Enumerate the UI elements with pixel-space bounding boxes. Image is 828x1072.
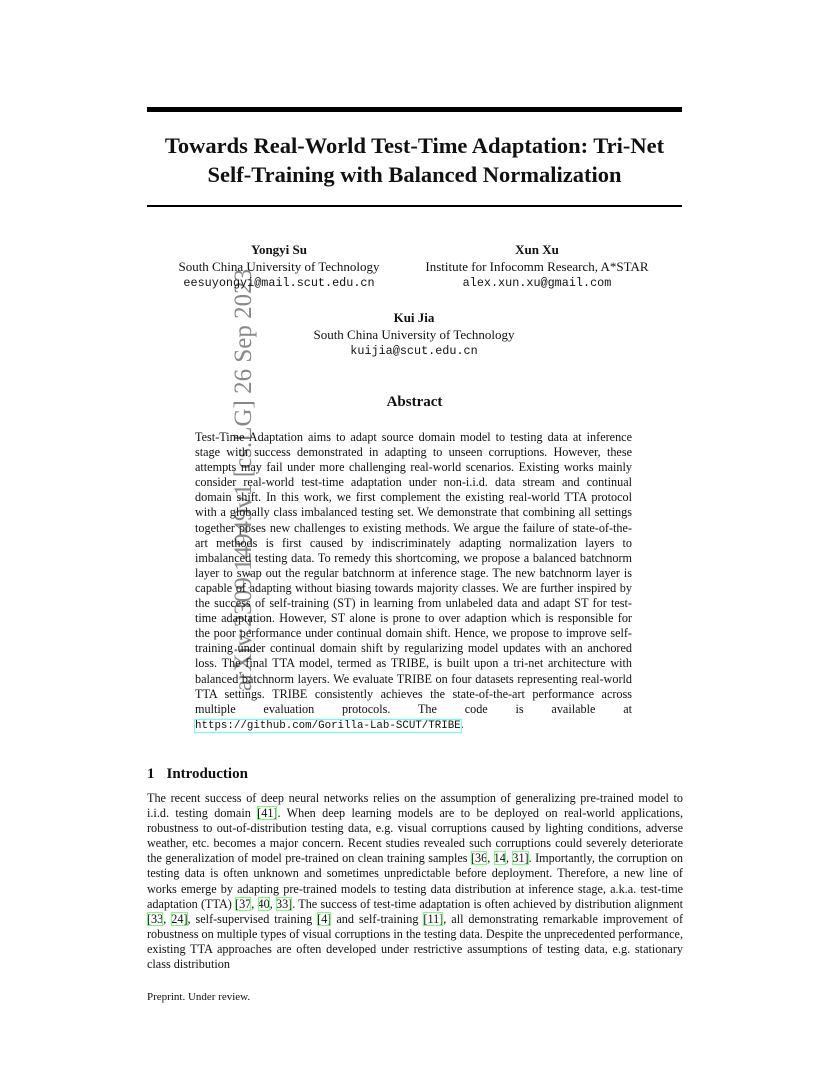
intro-text: The recent success of deep neural networks relies on the assumption of generalizing pre-trained model to i.i.d. testing domain	[147, 791, 683, 821]
author-block-1	[160, 242, 398, 292]
section-title: Introduction	[166, 766, 248, 782]
title-bottom-rule	[147, 205, 682, 207]
introduction-paragraph: The recent success of deep neural networks relies on the assumption of generalizing pre-trained model to i.i.d. testing domain [41]. When deep learning models are to be deployed on real-world applications, robustness to out-of-distribution testing data, e.g. visual corruptions caused by lighting conditions, adverse weather, etc. becomes a major concern. Recent studies revealed such corruptions could severely deteriorate the generalization of model pre-trained on clean training samples [36, 14, 31]. Importantly, the corruption on testing data is often unknown and sometimes unpredictable before deployment. Therefore, a new line of works emerge by adapting pre-trained models to testing data distribution at inference stage, a.k.a. test-time adaptation (TTA) [37, 40, 33]. The success of test-time adaptation is often achieved by distribution alignment [33, 24], self-supervised training [4] and self-training [11], all demonstrating remarkable improvement of robustness on multiple types of visual corruptions in the testing data. Despite the unprecedented performance, existing TTA approaches are often developed under restrictive assumptions of testing data, e.g. stationary class distribution	[147, 791, 684, 972]
section-heading	[147, 766, 248, 783]
title-line-2: Self-Training with Balanced Normalization	[207, 162, 622, 187]
paper-title	[147, 131, 682, 189]
intro-text: . The success of test-time adaptation is often achieved by distribution alignment	[292, 896, 684, 911]
author-email: eesuyongyi@mail.scut.edu.cn	[183, 276, 375, 290]
section-number: 1	[147, 766, 155, 782]
author-affiliation: South China University of Technology	[178, 258, 380, 274]
citation-link[interactable]: [36	[470, 851, 488, 866]
code-link[interactable]: https://github.com/Gorilla-Lab-SCUT/TRIBE	[195, 719, 461, 732]
title-line-1: Towards Real-World Test-Time Adaptation: Tri-Net	[164, 133, 665, 158]
title-top-rule	[147, 107, 682, 112]
abstract-body	[195, 430, 632, 734]
citation-link[interactable]: [4]	[317, 911, 332, 926]
citation-link[interactable]: [37	[235, 896, 252, 911]
citation-link[interactable]: 24]	[171, 911, 188, 926]
intro-text: and self-training	[331, 911, 424, 926]
intro-text: . Importantly, the corruption on testing data is often unknown and sometimes unpredictable before deployment. Therefore, a new line of works emerge by adapting pre-trained models to testing data distribution at inference stage, a.k.a. test-time adaptation (TTA)	[147, 851, 684, 911]
author-block-2	[410, 242, 664, 292]
author-block-3	[290, 310, 538, 360]
citation-link[interactable]: [41]	[257, 806, 278, 821]
abstract-text: Test-Time Adaptation aims to adapt source domain model to testing data at inference stage with success demonstrated in adapting to unseen corruptions. However, these attempts may fail under more challenging real-world scenarios. Existing works mainly consider real-world test-time adaptation under non-i.i.d. data stream and continual domain shift. In this work, we first complement the existing real-world TTA protocol with a globally class imbalanced testing set. We demonstrate that combining all settings together poses new challenges to existing methods. We argue the failure of state-of-the-art methods is first caused by indiscriminately adapting normalization layers to imbalanced testing data. To remedy this shortcoming, we propose a balanced batchnorm layer to swap out the regular batchnorm at inference stage. The new batchnorm layer is capable of adapting without biasing towards majority classes. We are further inspired by the success of self-training (ST) in learning from unlabeled data and adapt ST for test-time adaptation. However, ST alone is prone to over adaption which is responsible for the poor performance under continual domain shift. Hence, we propose to improve self-training under continual domain shift by regularizing model updates with an anchored loss. The final TTA model, termed as TRIBE, is built upon a tri-net architecture with balanced batchnorm layers. We evaluate TRIBE on four datasets representing real-world TTA settings. TRIBE consistently achieves the state-of-the-art performance across multiple evaluation protocols. The code is available at	[195, 430, 632, 716]
abstract-end: .	[460, 716, 464, 731]
intro-text: . When deep learning models are to be deployed on real-world applications, robustness to out-of-distribution testing data, e.g. visual corruptions caused by lighting conditions, adverse weather, etc. becomes a major concern. Recent studies revealed such corruptions could severely deteriorate the generalization of model pre-trained on clean training samples	[147, 806, 684, 866]
intro-text: , self-supervised training	[187, 911, 318, 926]
citation-link[interactable]: 33]	[275, 896, 293, 911]
footer-note: Preprint. Under review.	[147, 991, 251, 1003]
citation-link[interactable]: [33	[147, 911, 164, 926]
citation-link[interactable]: 40	[257, 896, 270, 911]
author-affiliation: South China University of Technology	[313, 326, 515, 342]
author-email: alex.xun.xu@gmail.com	[462, 276, 612, 290]
abstract-heading: Abstract	[386, 394, 443, 410]
author-name: Xun Xu	[515, 242, 559, 257]
author-name: Yongyi Su	[251, 242, 307, 257]
author-email: kuijia@scut.edu.cn	[350, 344, 478, 358]
author-affiliation: Institute for Infocomm Research, A*STAR	[425, 258, 649, 274]
intro-text: , all demonstrating remarkable improvement of robustness on multiple types of visual corruptions in the testing data. Despite the unprecedented performance, existing TTA approaches are often developed under restrictive assumptions of testing data, e.g. stationary class distribution	[147, 911, 683, 972]
citation-link[interactable]: 31]	[512, 851, 529, 866]
citation-link[interactable]: 14	[493, 851, 506, 866]
citation-link[interactable]: [11]	[423, 911, 444, 926]
author-name: Kui Jia	[393, 310, 435, 325]
arxiv-stamp: arXiv:2309.14949v1 [cs.LG] 26 Sep 2023	[230, 268, 257, 692]
